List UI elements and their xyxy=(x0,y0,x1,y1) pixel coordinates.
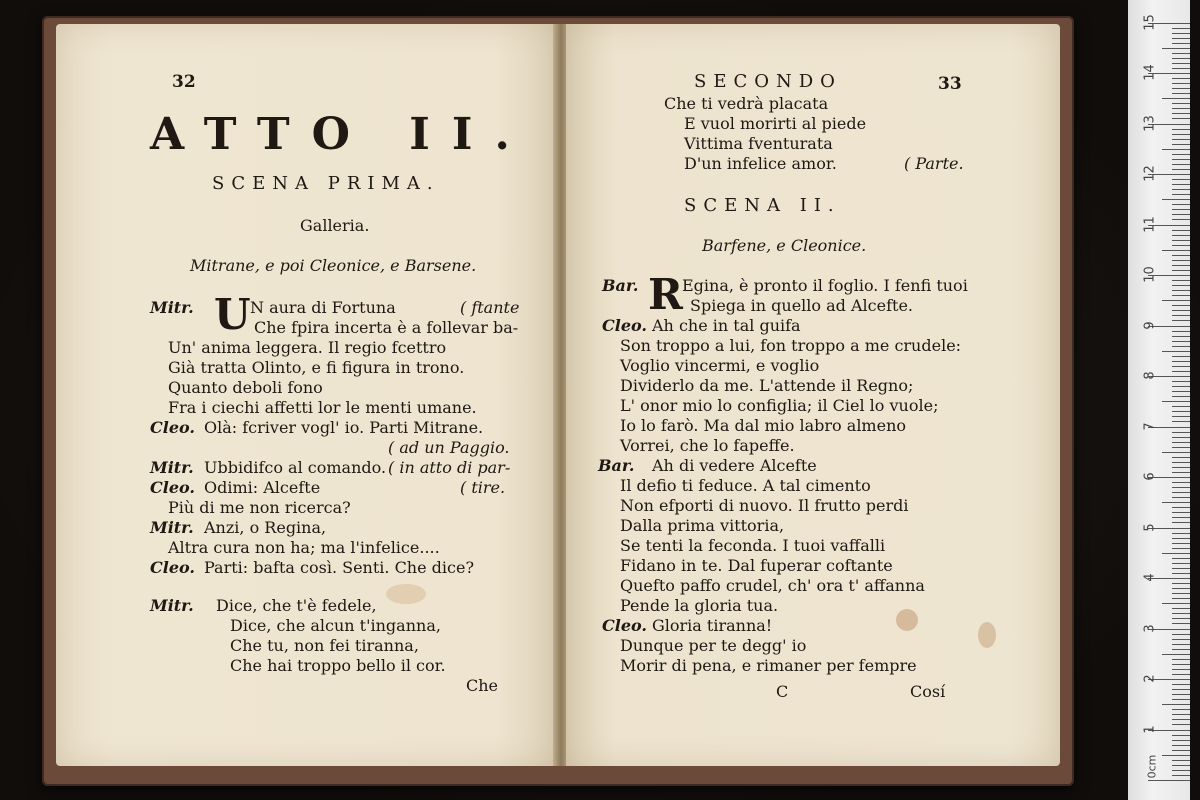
ruler-tick xyxy=(1172,63,1190,64)
ruler-tick xyxy=(1172,320,1190,321)
ruler-tick xyxy=(1172,103,1190,104)
ruler-tick xyxy=(1172,487,1190,488)
ruler-number: 12 xyxy=(1142,165,1158,182)
ruler-tick xyxy=(1172,315,1190,316)
song-line: Dice, che t'è fedele, xyxy=(216,596,377,615)
ruler-tick xyxy=(1172,694,1190,695)
speaker-label: Cleo. xyxy=(602,616,647,635)
dropcap-left: U xyxy=(214,290,251,339)
ruler-tick xyxy=(1162,401,1190,402)
speaker-label: Cleo. xyxy=(602,316,647,335)
running-head: SECONDO xyxy=(694,71,842,92)
dialogue-line: Il defio ti feduce. A tal cimento xyxy=(620,476,871,495)
ruler-tick xyxy=(1172,371,1190,372)
ruler-tick xyxy=(1172,53,1190,54)
dialogue-line: N aura di Fortuna xyxy=(250,298,396,317)
ruler-tick xyxy=(1162,98,1190,99)
ruler-tick xyxy=(1172,482,1190,483)
ruler-tick xyxy=(1172,639,1190,640)
ruler-tick xyxy=(1172,386,1190,387)
dialogue-line: Io lo farò. Ma dal mio labro almeno xyxy=(620,416,907,435)
ruler-number: 4 xyxy=(1142,573,1158,582)
ruler-tick xyxy=(1172,235,1190,236)
ruler-tick xyxy=(1172,497,1190,498)
dialogue-line: Spiega in quello ad Alcefte. xyxy=(690,296,914,315)
speaker-label: Mitr. xyxy=(150,458,194,477)
speaker-label: Cleo. xyxy=(150,558,195,577)
ruler-tick xyxy=(1172,255,1190,256)
ruler-tick xyxy=(1172,462,1190,463)
aria-line: Vittima fventurata xyxy=(684,134,833,153)
ruler-tick xyxy=(1172,432,1190,433)
ruler-tick xyxy=(1172,28,1190,29)
ruler-number: 2 xyxy=(1142,674,1158,683)
ruler-tick xyxy=(1172,159,1190,160)
catchword-right: Cosí xyxy=(910,682,946,701)
ruler-tick xyxy=(1172,684,1190,685)
speaker-label: Cleo. xyxy=(150,418,195,437)
ruler-number: 1 xyxy=(1142,724,1158,734)
ruler-tick xyxy=(1172,765,1190,766)
ruler-number: 6 xyxy=(1142,472,1158,481)
ruler-tick xyxy=(1172,416,1190,417)
aria-line: E vuol morirti al piede xyxy=(684,114,867,133)
ruler-number: 7 xyxy=(1142,421,1158,431)
ruler-tick xyxy=(1172,750,1190,751)
ruler-tick xyxy=(1172,245,1190,246)
speaker-label: Mitr. xyxy=(150,518,194,537)
ruler-tick xyxy=(1172,310,1190,311)
measuring-ruler xyxy=(1128,0,1190,800)
ruler-tick xyxy=(1172,209,1190,210)
ruler-unit: 0cm xyxy=(1145,754,1159,779)
dialogue-line: L' onor mio lo configlia; il Ciel lo vuole; xyxy=(620,396,939,415)
ruler-tick xyxy=(1172,457,1190,458)
ruler-tick xyxy=(1172,113,1190,114)
ruler-tick xyxy=(1172,548,1190,549)
ruler-tick xyxy=(1172,38,1190,39)
scene-title-right: SCENA II. xyxy=(684,195,841,216)
ruler-tick xyxy=(1162,199,1190,200)
ruler-tick xyxy=(1162,149,1190,150)
ruler-tick xyxy=(1172,714,1190,715)
ruler-tick xyxy=(1172,634,1190,635)
ruler-tick xyxy=(1172,558,1190,559)
ruler-tick xyxy=(1172,83,1190,84)
ruler-tick xyxy=(1162,48,1190,49)
ruler-tick xyxy=(1172,421,1190,422)
ruler-tick xyxy=(1172,593,1190,594)
ruler-tick xyxy=(1172,240,1190,241)
ruler-tick xyxy=(1172,214,1190,215)
ruler-number: 9 xyxy=(1142,320,1158,330)
speaker-label: Mitr. xyxy=(150,298,194,317)
ruler-tick xyxy=(1172,139,1190,140)
ruler-tick xyxy=(1162,502,1190,503)
ruler-number: 3 xyxy=(1142,623,1158,633)
dialogue-line: Che fpira incerta è a follevar ba- xyxy=(254,318,519,337)
ruler-tick xyxy=(1172,674,1190,675)
song-line: Dice, che alcun t'inganna, xyxy=(230,616,441,635)
characters-left: Mitrane, e poi Cleonice, e Barsene. xyxy=(190,256,477,275)
ruler-tick xyxy=(1162,250,1190,251)
ruler-tick xyxy=(1172,134,1190,135)
speaker-label: Cleo. xyxy=(150,478,195,497)
ruler-tick xyxy=(1172,361,1190,362)
dialogue-line: Ah che in tal guifa xyxy=(652,316,801,335)
ruler-tick xyxy=(1172,659,1190,660)
ruler-tick xyxy=(1172,93,1190,94)
paper-stain xyxy=(386,584,426,604)
dialogue-line: Gloria tiranna! xyxy=(652,616,773,635)
dialogue-line: Dalla prima vittoria, xyxy=(620,516,785,535)
stage-direction: ( tire. xyxy=(460,478,506,497)
scene-title-left: SCENA PRIMA. xyxy=(212,173,440,194)
ruler-tick xyxy=(1172,290,1190,291)
ruler-tick xyxy=(1172,770,1190,771)
ruler-tick xyxy=(1172,43,1190,44)
ruler-tick xyxy=(1172,699,1190,700)
ruler-tick xyxy=(1172,522,1190,523)
ruler-tick xyxy=(1162,553,1190,554)
ruler-tick xyxy=(1172,295,1190,296)
dialogue-line: Egina, è pronto il foglio. I fenfi tuoi xyxy=(682,276,968,295)
ruler-tick xyxy=(1172,144,1190,145)
ruler-tick xyxy=(1172,583,1190,584)
dialogue-line: Dunque per te degg' io xyxy=(620,636,807,655)
ruler-tick xyxy=(1172,164,1190,165)
ruler-tick xyxy=(1172,613,1190,614)
stage-direction: ( ad un Paggio. xyxy=(388,438,510,457)
ruler-tick xyxy=(1172,169,1190,170)
ruler-tick xyxy=(1172,664,1190,665)
paper-stain xyxy=(978,622,996,648)
ruler-tick xyxy=(1172,346,1190,347)
ruler-tick xyxy=(1172,336,1190,337)
ruler-tick xyxy=(1162,603,1190,604)
ruler-tick xyxy=(1172,472,1190,473)
ruler-tick xyxy=(1172,78,1190,79)
ruler-tick xyxy=(1172,568,1190,569)
ruler-tick xyxy=(1172,356,1190,357)
ruler-tick xyxy=(1172,492,1190,493)
dialogue-line: Ubbidifco al comando. xyxy=(204,458,387,477)
ruler-number: 5 xyxy=(1142,522,1158,532)
ruler-tick xyxy=(1172,270,1190,271)
ruler-tick xyxy=(1162,452,1190,453)
paper-stain xyxy=(896,609,918,631)
ruler-tick xyxy=(1172,533,1190,534)
setting-label: Galleria. xyxy=(300,216,370,235)
ruler-tick xyxy=(1172,219,1190,220)
ruler-tick xyxy=(1172,724,1190,725)
ruler-tick xyxy=(1162,654,1190,655)
ruler-tick xyxy=(1162,351,1190,352)
dialogue-line: Odimi: Alcefte xyxy=(204,478,321,497)
ruler-number: 8 xyxy=(1142,371,1158,380)
aria-stage-direction: ( Parte. xyxy=(904,154,964,173)
dialogue-line: Quefto paffo crudel, ch' ora t' affanna xyxy=(620,576,925,595)
ruler-number: 14 xyxy=(1142,64,1158,81)
ruler-tick xyxy=(1172,154,1190,155)
ruler-tick xyxy=(1172,88,1190,89)
ruler-tick xyxy=(1172,623,1190,624)
ruler-tick xyxy=(1172,260,1190,261)
song-speaker: Mitr. xyxy=(150,596,194,615)
ruler-tick xyxy=(1162,704,1190,705)
ruler-tick xyxy=(1172,689,1190,690)
dialogue-line: Son troppo a lui, fon troppo a me crudele: xyxy=(620,336,962,355)
ruler-tick xyxy=(1172,573,1190,574)
ruler-tick xyxy=(1172,447,1190,448)
ruler-tick xyxy=(1172,735,1190,736)
ruler-tick xyxy=(1172,644,1190,645)
act-title: ATTO II. xyxy=(150,109,532,160)
ruler-tick xyxy=(1172,563,1190,564)
ruler-tick xyxy=(1172,33,1190,34)
ruler-tick xyxy=(1172,760,1190,761)
ruler-tick xyxy=(1172,391,1190,392)
ruler-tick xyxy=(1172,618,1190,619)
ruler-number: 15 xyxy=(1142,13,1158,31)
ruler-tick xyxy=(1172,437,1190,438)
ruler-tick xyxy=(1172,649,1190,650)
dialogue-line: Un' anima leggera. Il regio fcettro xyxy=(168,338,447,357)
ruler-tick xyxy=(1172,58,1190,59)
dialogue-line: Fra i ciechi affetti lor le menti umane. xyxy=(168,398,477,417)
dialogue-line: Vorrei, che lo fapeffe. xyxy=(620,436,795,455)
dialogue-line: Parti: bafta così. Senti. Che dice? xyxy=(204,558,475,577)
ruler-tick xyxy=(1172,411,1190,412)
catchword-left: Che xyxy=(466,676,499,695)
ruler-tick xyxy=(1172,669,1190,670)
ruler-tick xyxy=(1172,775,1190,776)
ruler-tick xyxy=(1172,204,1190,205)
ruler-tick xyxy=(1172,108,1190,109)
ruler-tick xyxy=(1172,608,1190,609)
dialogue-line: Dividerlo da me. L'attende il Regno; xyxy=(620,376,914,395)
ruler-tick xyxy=(1162,755,1190,756)
ruler-tick xyxy=(1172,129,1190,130)
aria-line: Che ti vedrà placata xyxy=(664,94,829,113)
ruler-tick xyxy=(1172,517,1190,518)
dialogue-line: Altra cura non ha; ma l'infelice.... xyxy=(168,538,440,557)
ruler-tick xyxy=(1172,118,1190,119)
ruler-tick xyxy=(1172,280,1190,281)
ruler-tick xyxy=(1172,68,1190,69)
ruler-tick xyxy=(1172,512,1190,513)
dialogue-line: Morir di pena, e rimaner per fempre xyxy=(620,656,917,675)
ruler-tick xyxy=(1172,194,1190,195)
ruler-number: 10 xyxy=(1142,266,1158,283)
speaker-label: Bar. xyxy=(598,456,635,475)
dropcap-right: R xyxy=(648,270,683,319)
ruler-tick xyxy=(1172,543,1190,544)
right-page-number: 33 xyxy=(938,74,962,94)
ruler-tick xyxy=(1148,780,1190,781)
ruler-tick xyxy=(1172,184,1190,185)
ruler-tick xyxy=(1172,230,1190,231)
ruler-tick xyxy=(1172,719,1190,720)
aria-line: D'un infelice amor. xyxy=(684,154,837,173)
stage-direction: ( ftante xyxy=(460,298,520,317)
stage-direction: ( in atto di par- xyxy=(388,458,511,477)
dialogue-line: Più di me non ricerca? xyxy=(168,498,351,517)
ruler-tick xyxy=(1172,406,1190,407)
characters-right: Barfene, e Cleonice. xyxy=(702,236,867,255)
speaker-label: Bar. xyxy=(602,276,639,295)
ruler-tick xyxy=(1172,305,1190,306)
dialogue-line: Già tratta Olinto, e fi figura in trono. xyxy=(168,358,465,377)
ruler-tick xyxy=(1162,300,1190,301)
dialogue-line: Quanto deboli fono xyxy=(168,378,323,397)
dialogue-line: Se tenti la feconda. I tuoi vaffalli xyxy=(620,536,886,555)
dialogue-line: Pende la gloria tua. xyxy=(620,596,779,615)
dialogue-line: Olà: fcriver vogl' io. Parti Mitrane. xyxy=(204,418,484,437)
dialogue-line: Anzi, o Regina, xyxy=(204,518,327,537)
ruler-tick xyxy=(1172,467,1190,468)
ruler-tick xyxy=(1172,341,1190,342)
ruler-tick xyxy=(1172,538,1190,539)
ruler-tick xyxy=(1172,709,1190,710)
dialogue-line: Voglio vincermi, e voglio xyxy=(620,356,820,375)
song-line: Che hai troppo bello il cor. xyxy=(230,656,446,675)
left-page-number: 32 xyxy=(172,72,196,92)
ruler-tick xyxy=(1172,381,1190,382)
ruler-tick xyxy=(1172,331,1190,332)
ruler-tick xyxy=(1172,366,1190,367)
dialogue-line: Non efporti di nuovo. Il frutto perdi xyxy=(620,496,909,515)
ruler-tick xyxy=(1172,588,1190,589)
ruler-number: 11 xyxy=(1142,215,1158,233)
ruler-number: 13 xyxy=(1142,114,1158,132)
signature-mark: C xyxy=(776,682,789,701)
ruler-tick xyxy=(1172,598,1190,599)
dialogue-line: Ah di vedere Alcefte xyxy=(652,456,817,475)
ruler-tick xyxy=(1172,189,1190,190)
ruler-tick xyxy=(1172,507,1190,508)
ruler-tick xyxy=(1172,396,1190,397)
ruler-tick xyxy=(1172,265,1190,266)
ruler-tick xyxy=(1172,740,1190,741)
song-line: Che tu, non fei tiranna, xyxy=(230,636,419,655)
ruler-tick xyxy=(1172,285,1190,286)
ruler-tick xyxy=(1172,442,1190,443)
dialogue-line: Fidano in te. Dal fuperar coftante xyxy=(620,556,893,575)
ruler-tick xyxy=(1172,745,1190,746)
ruler-tick xyxy=(1172,179,1190,180)
